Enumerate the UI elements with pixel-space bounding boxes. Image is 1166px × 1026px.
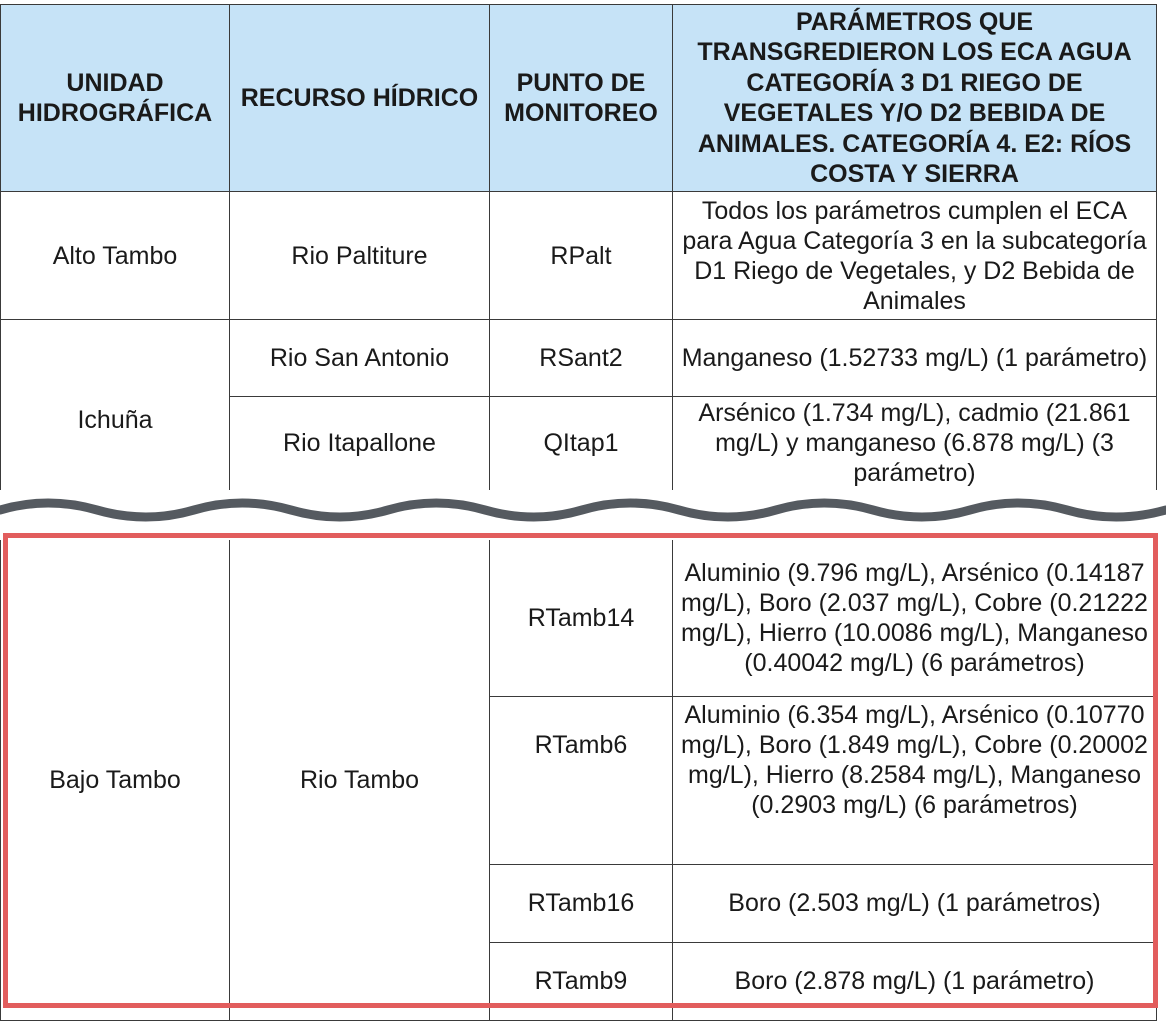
cell-unidad: Alto Tambo [1, 192, 230, 320]
table-break-wave [0, 488, 1166, 534]
cell-punto: RTamb6 [490, 696, 673, 864]
cell-punto: QItap1 [490, 397, 673, 490]
header-unidad-hidrografica: UNIDAD HIDROGRÁFICA [1, 5, 230, 192]
header-recurso-hidrico: RECURSO HÍDRICO [230, 5, 490, 192]
cell-parametros: Aluminio (9.796 mg/L), Arsénico (0.14187 mg/L), Boro (2.037 mg/L), Cobre (0.21222 mg/L), Hierro (10.0086 mg/L), Manganeso (0.40042 mg/L) (6 parámetros) [673, 540, 1157, 696]
cell-unidad: Ichuña [1, 320, 230, 490]
cell-parametros: Arsénico (1.734 mg/L), cadmio (21.861 mg/L) y manganeso (6.878 mg/L) (3 parámetro) [673, 397, 1157, 490]
cell-unidad: Bajo Tambo [1, 540, 230, 1020]
cell-recurso: Rio Itapallone [230, 397, 490, 490]
cell-parametros: Boro (2.503 mg/L) (1 parámetros) [673, 864, 1157, 942]
cell-recurso: Rio San Antonio [230, 320, 490, 397]
cell-parametros: Boro (2.878 mg/L) (1 parámetro) [673, 942, 1157, 1020]
table-row [1, 540, 1157, 696]
header-parametros: PARÁMETROS QUE TRANSGREDIERON LOS ECA AGUA CATEGORÍA 3 D1 RIEGO DE VEGETALES Y/O D2 BEBIDA DE ANIMALES. CATEGORÍA 4. E2: RÍOS COSTA Y SIERRA [673, 5, 1157, 192]
monitoring-table-bottom [0, 540, 1157, 1021]
cell-punto: RTamb16 [490, 864, 673, 942]
cell-punto: RSant2 [490, 320, 673, 397]
table-row [1, 192, 1157, 320]
cell-recurso: Rio Tambo [230, 540, 490, 1020]
cell-parametros: Manganeso (1.52733 mg/L) (1 parámetro) [673, 320, 1157, 397]
cell-recurso: Rio Paltiture [230, 192, 490, 320]
header-row [1, 5, 1157, 192]
cell-parametros: Aluminio (6.354 mg/L), Arsénico (0.10770 mg/L), Boro (1.849 mg/L), Cobre (0.20002 mg/L), Hierro (8.2584 mg/L), Manganeso (0.2903 mg/L) (6 parámetros) [673, 696, 1157, 864]
cell-punto: RPalt [490, 192, 673, 320]
table-row [1, 320, 1157, 397]
monitoring-table-top [0, 4, 1157, 490]
cell-punto: RTamb9 [490, 942, 673, 1020]
header-punto-monitoreo: PUNTO DE MONITOREO [490, 5, 673, 192]
cell-parametros: Todos los parámetros cumplen el ECA para Agua Categoría 3 en la subcategoría D1 Riego de Vegetales, y D2 Bebida de Animales [673, 192, 1157, 320]
cell-punto: RTamb14 [490, 540, 673, 696]
